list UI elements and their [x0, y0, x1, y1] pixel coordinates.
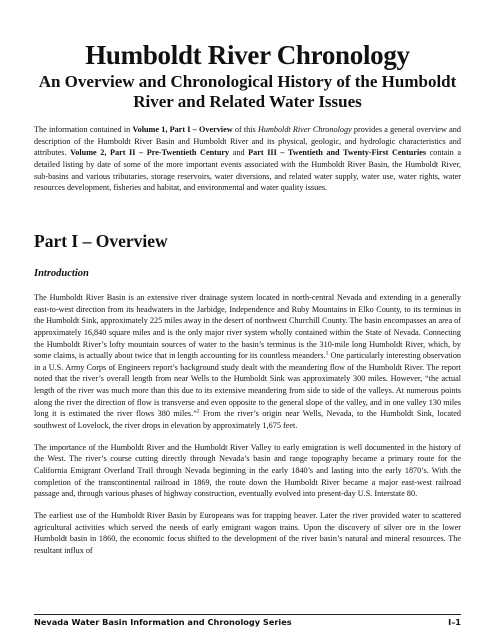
- body-paragraph: The importance of the Humboldt River and the Humboldt River Valley to early emigration is well documented in the history of the West. The river’s course cutting directly through Nevada’s basin and range topography became a primary route for the California Emigrant Overland Trail through Nevada beginning in the early 1840’s and lasting into the early 1870’s. With the completion of the transcontinental railroad in 1869, the route down the Humboldt River became a major east-west railroad passage and, through various phases of highway construction, eventually evolved into present-day U.S. Interstate 80.: [34, 442, 461, 499]
- page-subtitle: An Overview and Chronological History of the Humboldt River and Related Water Issues: [38, 72, 457, 112]
- page-number: I–1: [448, 617, 461, 627]
- body-text: [34, 292, 461, 566]
- body-paragraph: The Humboldt River Basin is an extensive river drainage system located in north-central Nevada and extending in a generally east-to-west direction from its headwaters in the Jarbidge, Independence and Ruby Mountains in Elko County, to its terminus in the Humboldt Sink, approximately 225 miles away in the desert of northwest Churchill County. The basin encompasses an area of approximately 16,840 square miles and is the only major river system wholly contained within the State of Nevada. Connecting the Humboldt River’s lofty mountain sources of water to the basin’s terminus is the 310-mile long Humboldt River, which, by some claims, is actually about twice that in length accounting for its countless meanders.$^1$ One particularly interesting observation in a U.S. Army Corps of Engineers report’s background study dealt with the meandering flow of the Humboldt River. The report noted that the river’s overall length from near Wells to the Humboldt Sink was approximately 300 miles. However, “the actual length of the river was much more than this due to its extensive meandering from side to side of the valleys. At numerous points along the river the direction of flow is transverse and even opposite to the general slope of the valley, and in one valley 130 miles long it is estimated the river flows 380 miles.”$^2$ From the river’s origin near Wells, Nevada, to the Humboldt Sink, located southwest of Lovelock, the river drops in elevation by approximately 1,675 feet.: [34, 293, 462, 431]
- section-heading: Part I – Overview: [34, 231, 168, 251]
- page-title: Humboldt River Chronology: [85, 40, 410, 70]
- footnote-ref[interactable]: 2: [196, 408, 200, 415]
- page-footer: [34, 617, 461, 627]
- intro-paragraph: The information contained in Volume 1, Part I – Overview of this Humboldt River Chronology provides a general overview and description of the Humboldt River Basin and Humboldt River and its physical, geologic, and hydrologic characteristics and attributes. Volume 2, Part II – Pre-Twentieth Century and Part III – Twentieth and Twenty-First Centuries contain a detailed listing by date of some of the more important events associated with the Humboldt River Basin, the Humboldt River, sub-basins and various tributaries, storage reservoirs, water diversions, and related water supply, water use, water rights, water resources development, fisheries and habitat, and environmental and water quality issues.: [34, 125, 462, 193]
- footer-divider: [34, 614, 461, 615]
- sub-heading: Introduction: [34, 268, 89, 279]
- footnote-ref[interactable]: 1: [325, 350, 329, 357]
- footer-series-title: Nevada Water Basin Information and Chronology Series: [34, 617, 292, 627]
- body-paragraph: The earliest use of the Humboldt River Basin by Europeans was for trapping beaver. Later the river provided water to scattered agricultural activities which served the needs of early emigrant wagon trains. Upon the discovery of silver ore in the lower Humboldt basin in 1860, the economic focus shifted to the development of the river basin’s natural and mineral resources. The resultant influx of: [34, 510, 461, 555]
